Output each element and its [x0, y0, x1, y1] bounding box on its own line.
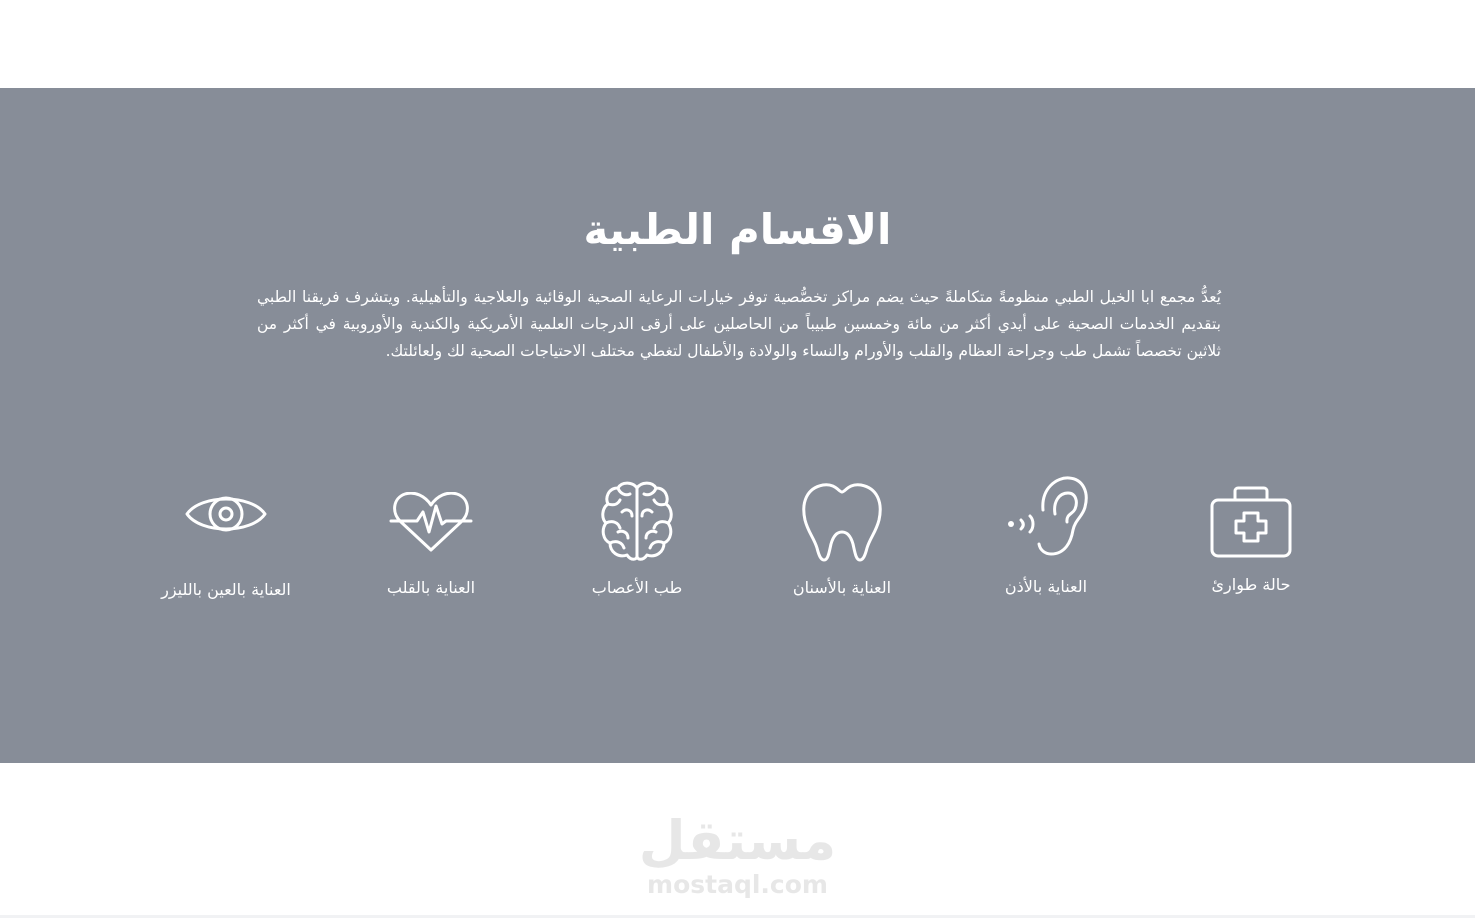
- department-ear-care[interactable]: [946, 470, 1146, 610]
- brain-icon: [600, 480, 674, 562]
- department-label: العناية بالعين بالليزر: [161, 580, 291, 599]
- department-emergency[interactable]: [1151, 470, 1351, 610]
- department-laser-eye-care[interactable]: [126, 470, 326, 610]
- department-label: حالة طوارئ: [1211, 575, 1291, 594]
- department-label: العناية بالأسنان: [792, 578, 892, 597]
- first-aid-kit-icon: [1209, 486, 1293, 560]
- section-title: الاقسام الطبية: [583, 205, 892, 254]
- eye-icon: [185, 490, 267, 538]
- department-label: طب الأعصاب: [591, 578, 683, 597]
- watermark-latin: mostaql.com: [647, 870, 828, 899]
- department-label: العناية بالقلب: [386, 578, 476, 597]
- department-label: العناية بالأذن: [1004, 577, 1088, 596]
- department-cardiology[interactable]: [331, 470, 531, 610]
- tooth-icon: [801, 482, 883, 562]
- section-description: يُعدُّ مجمع ابا الخيل الطبي منظومةً متكاملةً حيث يضم مراكز تخصُّصية توفر خيارات الرعاية الصحية الوقائية والعلاجية والتأهيلية. ويتشرف فريقنا الطبي بتقديم الخدمات الصحية على أيدي أكثر من مائة وخمسين طبيباً من الحاصلين على أرقى الدرجات العلمية الأمريكية والكندية والأوروبية في أكثر من ثلاثين تخصصاً تشمل طب وجراحة العظام والقلب والأورام والنساء والولادة والأطفال لتغطي مختلف الاحتياجات الصحية لك ولعائلتك.: [257, 288, 1221, 360]
- heartbeat-icon: [389, 492, 473, 554]
- departments-section: [0, 88, 1475, 763]
- watermark-arabic: مستقل: [638, 809, 837, 872]
- mostaql-watermark: [0, 808, 1475, 908]
- department-dental-care[interactable]: [742, 470, 942, 610]
- ear-icon: [1003, 474, 1089, 558]
- department-neurology[interactable]: [537, 470, 737, 610]
